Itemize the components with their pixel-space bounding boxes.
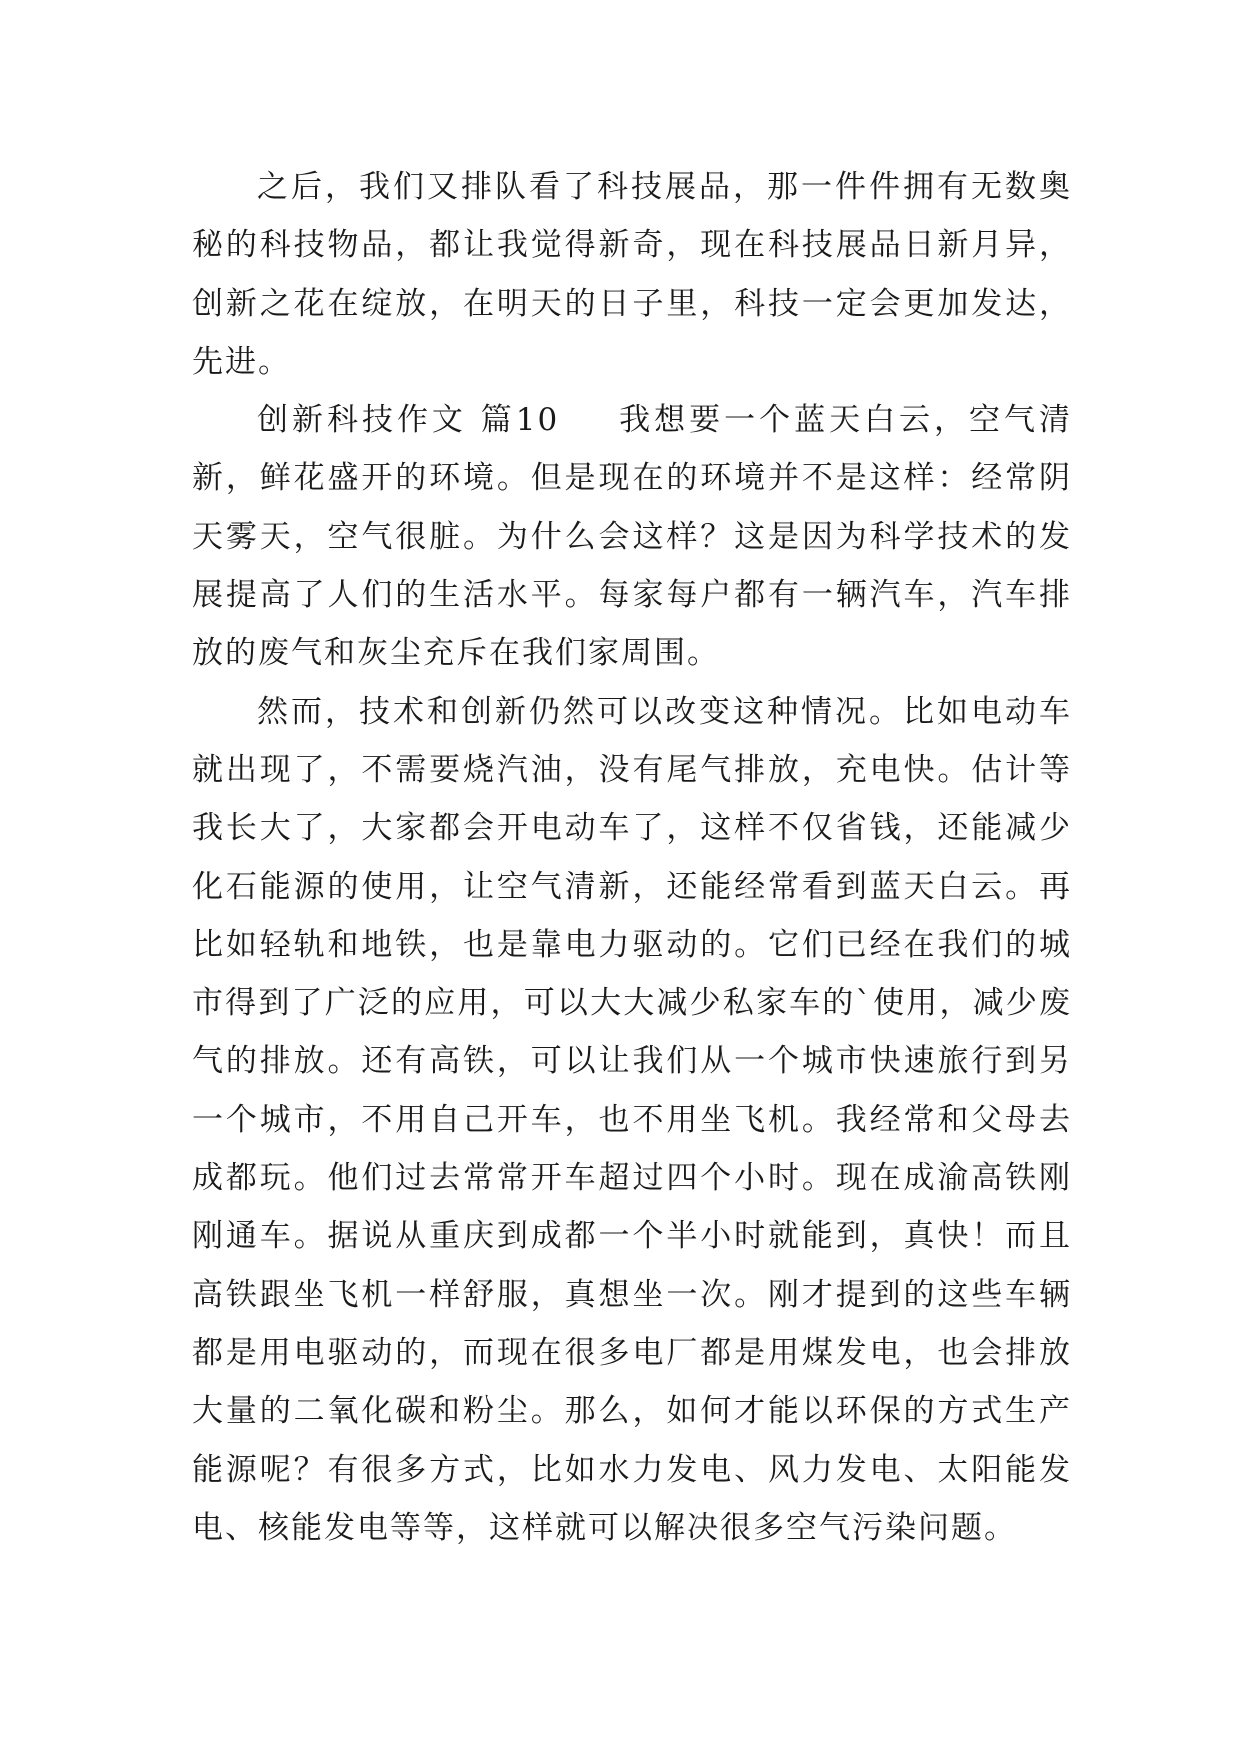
paragraph-1 bbox=[192, 158, 1072, 391]
paragraph-1-text: 之后，我们又排队看了科技展品，那一件件拥有无数奥秘的科技物品，都让我觉得新奇，现在科技展品日新月异，创新之花在绽放，在明天的日子里，科技一定会更加发达，先进。 bbox=[192, 169, 1072, 380]
paragraph-2-text: 我想要一个蓝天白云，空气清新，鲜花盛开的环境。但是现在的环境并不是这样：经常阴天雾天，空气很脏。为什么会这样？这是因为科学技术的发展提高了人们的生活水平。每家每户都有一辆汽车，汽车排放的废气和灰尘充斥在我们家周围。 bbox=[192, 402, 1072, 672]
document-body bbox=[192, 158, 1072, 1557]
paragraph-3 bbox=[192, 683, 1072, 1557]
paragraph-2 bbox=[192, 391, 1072, 682]
paragraph-3-text: 然而，技术和创新仍然可以改变这种情况。比如电动车就出现了，不需要烧汽油，没有尾气排放，充电快。估计等我长大了，大家都会开电动车了，这样不仅省钱，还能减少化石能源的使用，让空气清新，还能经常看到蓝天白云。再比如轻轨和地铁，也是靠电力驱动的。它们已经在我们的城市得到了广泛的应用，可以大大减少私家车的`使用，减少废气的排放。还有高铁，可以让我们从一个城市快速旅行到另一个城市，不用自己开车，也不用坐飞机。我经常和父母去成都玩。他们过去常常开车超过四个小时。现在成渝高铁刚刚通车。据说从重庆到成都一个半小时就能到，真快！而且高铁跟坐飞机一样舒服，真想坐一次。刚才提到的这些车辆都是用电驱动的，而现在很多电厂都是用煤发电，也会排放大量的二氧化碳和粉尘。那么，如何才能以环保的方式生产能源呢？有很多方式，比如水力发电、风力发电、太阳能发电、核能发电等等，这样就可以解决很多空气污染问题。 bbox=[192, 693, 1072, 1546]
section-heading: 创新科技作文 篇10 bbox=[257, 402, 560, 439]
